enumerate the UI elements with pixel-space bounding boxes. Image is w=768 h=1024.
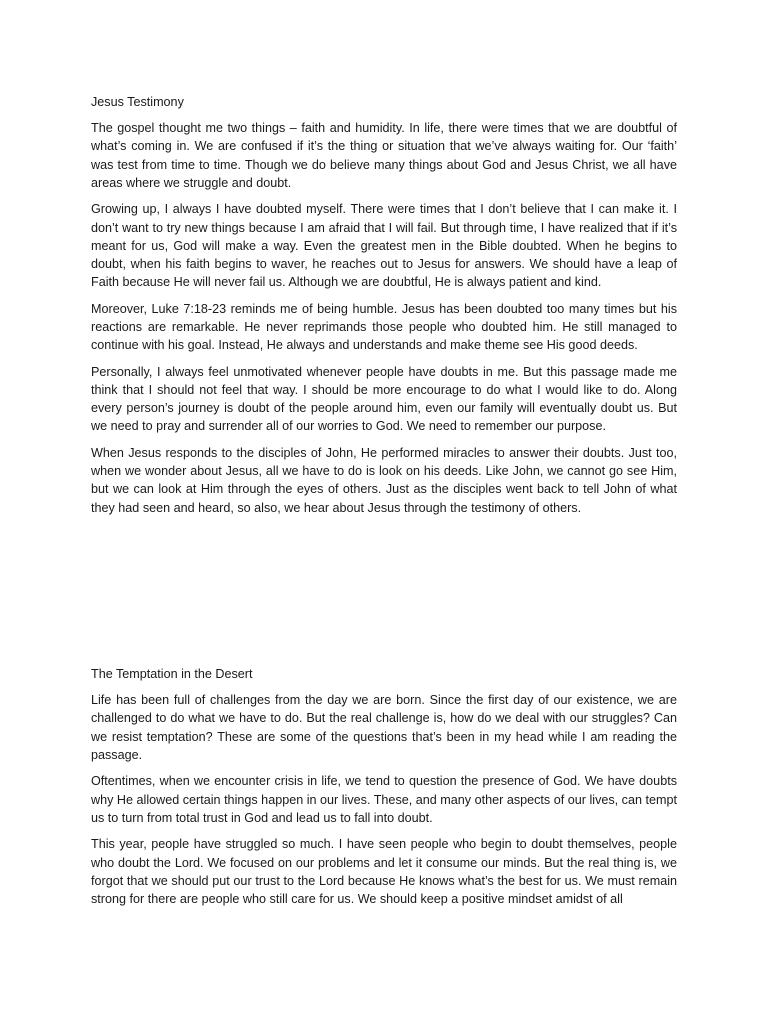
paragraph: When Jesus responds to the disciples of John, He performed miracles to answer their doubts. Just too, when we wonder about Jesus, all we have to do is look on his deeds. Like John, we cannot go see Him, but we can look at Him through the eyes of others. Just as the disciples went back to tell John of what they had seen and heard, so also, we hear about Jesus through the testimony of others. xyxy=(91,446,677,515)
section-jesus-testimony xyxy=(91,93,677,525)
section-title: The Temptation in the Desert xyxy=(91,667,253,681)
paragraph: The gospel thought me two things – faith and humidity. In life, there were times that we are doubtful of what’s coming in. We are confused if it’s the thing or situation that we’ve always waiting for. Our ‘faith’ was test from time to time. Though we do believe many things about God and Jesus Christ, we all have areas where we struggle and doubt. xyxy=(91,121,677,190)
paragraph: This year, people have struggled so much. I have seen people who begin to doubt themselves, people who doubt the Lord. We focused on our problems and let it consume our minds. But the real thing is, we forgot that we should put our trust to the Lord because He knows what’s the best for us. We must remain strong for there are people who still care for us. We should keep a positive mindset amidst of all xyxy=(91,837,677,907)
paragraph: Growing up, I always I have doubted myself. There were times that I don’t believe that I can make it. I don’t want to try new things because I am afraid that I will fail. But through time, I have realized that if it’s meant for us, God will make a way. Even the greatest men in the Bible doubted. When he begins to doubt, when his faith begins to waver, he reaches out to Jesus for answers. We should have a leap of Faith because He will never fail us. Although we are doubtful, He is always patient and kind. xyxy=(91,202,677,290)
section-temptation-in-the-desert xyxy=(91,665,677,917)
paragraph: Moreover, Luke 7:18-23 reminds me of being humble. Jesus has been doubted too many times but his reactions are remarkable. He never reprimands those people who doubted him. He still managed to continue with his goal. Instead, He always and understands and make theme see His good deeds. xyxy=(91,301,677,353)
paragraph: Life has been full of challenges from the day we are born. Since the first day of our existence, we are challenged to do what we have to do. But the real challenge is, how do we deal with our struggles? Can we resist temptation? These are some of the questions that’s been in my head while I am reading the passage. xyxy=(91,693,677,762)
paragraph: Oftentimes, when we encounter crisis in life, we tend to question the presence of God. We have doubts why He allowed certain things happen in our lives. These, and many other aspects of our lives, can tempt us to turn from total trust in God and lead us to fall into doubt. xyxy=(91,774,677,825)
section-title: Jesus Testimony xyxy=(91,95,184,109)
paragraph: Personally, I always feel unmotivated whenever people have doubts in me. But this passage made me think that I should not feel that way. I should be more encourage to do what I would like to do. Along every person’s journey is doubt of the people around him, even our family will eventually doubt us. But we need to pray and surrender all of our worries to God. We need to remember our purpose. xyxy=(91,364,677,434)
